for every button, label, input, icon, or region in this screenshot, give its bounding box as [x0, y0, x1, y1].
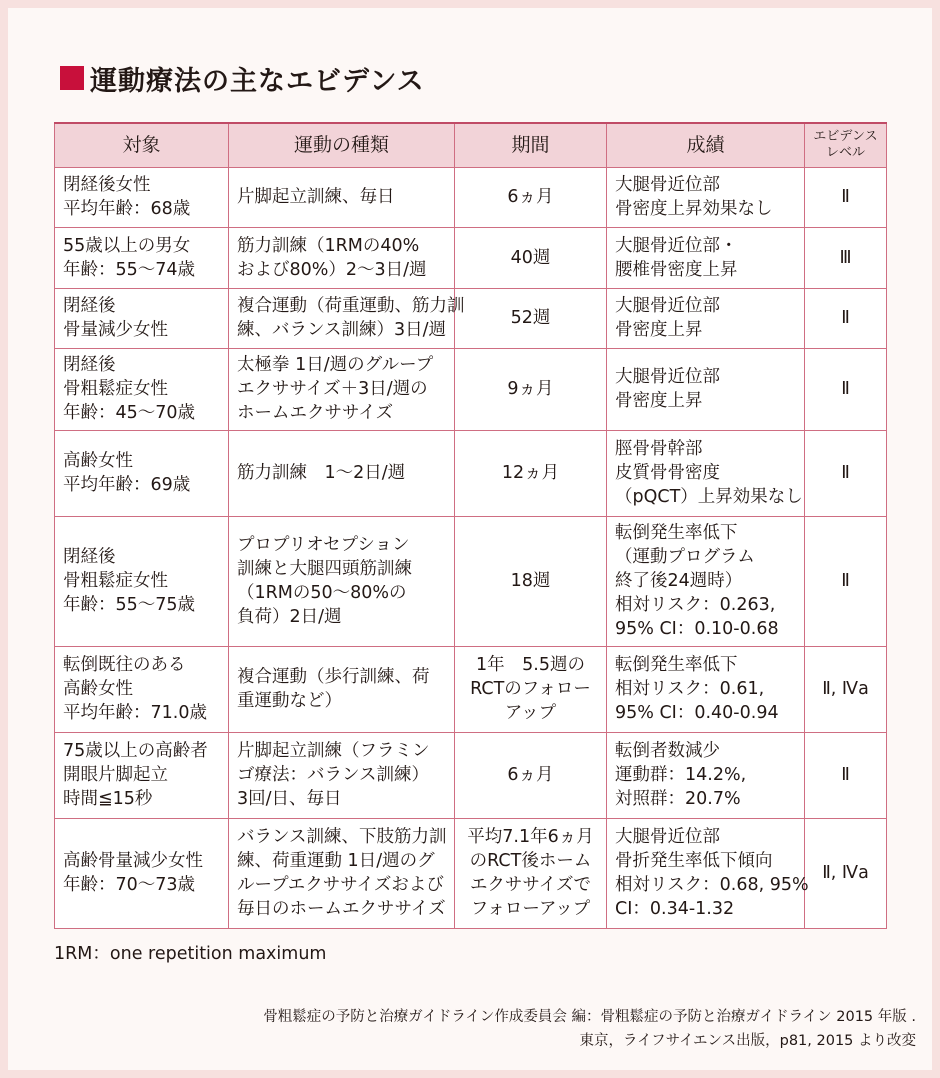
- cell-result-line: 皮質骨骨密度: [615, 463, 720, 483]
- cell-result-line: 骨折発生率低下傾向: [615, 851, 773, 871]
- cell-exercise-line: （1RMの50〜80%の: [237, 583, 407, 603]
- cell-subject-line: 75歳以上の高齢者: [63, 741, 208, 761]
- cell-subject: [55, 646, 229, 732]
- cell-exercise-line: 訓練と大腿四頭筋訓練: [237, 559, 412, 579]
- cell-period: [455, 516, 607, 646]
- cell-result: [607, 646, 805, 732]
- cell-period-line: 12ヵ月: [501, 463, 560, 483]
- cell-evidence-level: Ⅲ: [805, 227, 887, 288]
- cell-evidence-level: Ⅱ, Ⅳa: [805, 818, 887, 928]
- cell-period: [455, 348, 607, 430]
- cell-result-line: 対照群：20.7%: [615, 789, 741, 809]
- cell-result: [607, 348, 805, 430]
- cell-period-line: 52週: [510, 308, 551, 328]
- table-row: [55, 430, 887, 516]
- cell-exercise-line: および80%）2〜3日/週: [237, 259, 427, 280]
- table-row: [55, 167, 887, 227]
- cell-result-line: 大腿骨近位部・: [615, 235, 738, 256]
- cell-subject: [55, 430, 229, 516]
- table-row: [55, 288, 887, 348]
- cell-subject-line: 年齢：70〜73歳: [63, 875, 196, 895]
- cell-result-line: 相対リスク：0.61,: [615, 679, 765, 699]
- cell-result-line: 大腿骨近位部: [615, 827, 720, 847]
- cell-period-line: RCTのフォロー: [470, 679, 591, 699]
- cell-evidence-level: Ⅱ: [805, 430, 887, 516]
- table-header-row: [55, 123, 887, 167]
- table-body: [55, 167, 887, 928]
- title-square-icon: [60, 66, 84, 90]
- cell-exercise-line: エクササイズ＋3日/週の: [237, 379, 428, 399]
- cell-result-line: 運動群：14.2%,: [615, 765, 747, 785]
- cell-period: [455, 646, 607, 732]
- cell-result-line: 大腿骨近位部: [615, 175, 720, 195]
- cell-subject: [55, 732, 229, 818]
- cell-result: [607, 732, 805, 818]
- cell-period: [455, 732, 607, 818]
- cell-exercise-line: 複合運動（歩行訓練、荷: [237, 667, 430, 687]
- source-line-1: 骨粗鬆症の予防と治療ガイドライン作成委員会 編：骨粗鬆症の予防と治療ガイドライン 2015 年版 .: [263, 1009, 916, 1025]
- cell-period-line: 9ヵ月: [507, 379, 554, 399]
- cell-exercise-line: 筋力訓練（1RMの40%: [237, 235, 420, 256]
- table-row: [55, 646, 887, 732]
- cell-exercise: [229, 818, 455, 928]
- cell-exercise-line: 複合運動（荷重運動、筋力訓: [237, 296, 465, 316]
- table-row: [55, 348, 887, 430]
- cell-period-line: 40週: [510, 247, 551, 268]
- cell-subject-line: 時間≦15秒: [63, 789, 153, 809]
- cell-result: [607, 430, 805, 516]
- cell-subject-line: 年齢：45〜70歳: [63, 403, 196, 423]
- cell-period-line: 1年 5.5週の: [476, 655, 585, 675]
- cell-evidence-level: Ⅱ: [805, 288, 887, 348]
- cell-exercise-line: 練、荷重運動 1日/週のグ: [237, 851, 435, 871]
- cell-period: [455, 167, 607, 227]
- cell-exercise-line: 練、バランス訓練）3日/週: [237, 320, 447, 340]
- cell-evidence-level: Ⅱ: [805, 516, 887, 646]
- table-row: [55, 516, 887, 646]
- cell-exercise-line: バランス訓練、下肢筋力訓: [237, 827, 447, 847]
- cell-subject-line: 骨粗鬆症女性: [63, 571, 168, 591]
- table-row: [55, 732, 887, 818]
- cell-evidence-level: Ⅱ: [805, 167, 887, 227]
- cell-subject-line: 高齢女性: [63, 679, 133, 699]
- cell-result: [607, 227, 805, 288]
- cell-result-line: （pQCT）上昇効果なし: [615, 487, 803, 507]
- cell-exercise: [229, 516, 455, 646]
- cell-evidence-level: Ⅱ: [805, 732, 887, 818]
- cell-exercise: [229, 430, 455, 516]
- header-level-line-1: エビデンス: [813, 129, 878, 145]
- cell-result: [607, 167, 805, 227]
- cell-period: [455, 288, 607, 348]
- cell-result-line: 骨密度上昇効果なし: [615, 199, 773, 219]
- cell-subject-line: 開眼片脚起立: [63, 765, 168, 785]
- cell-subject-line: 平均年齢：71.0歳: [63, 703, 207, 723]
- footnote: 1RM：one repetition maximum: [54, 944, 327, 964]
- cell-result-line: 腰椎骨密度上昇: [615, 259, 738, 280]
- cell-exercise-line: 3回/日、毎日: [237, 789, 342, 809]
- cell-period-line: エクササイズで: [469, 875, 592, 895]
- cell-period-line: 18週: [510, 571, 551, 591]
- cell-subject: [55, 818, 229, 928]
- cell-result: [607, 288, 805, 348]
- cell-subject-line: 閉経後: [63, 355, 116, 375]
- cell-exercise: [229, 732, 455, 818]
- cell-subject-line: 閉経後女性: [63, 175, 151, 195]
- cell-subject-line: 骨量減少女性: [63, 320, 168, 340]
- header-period: 期間: [455, 123, 607, 167]
- cell-subject: [55, 288, 229, 348]
- cell-period-line: 6ヵ月: [507, 765, 554, 785]
- cell-result-line: CI：0.34-1.32: [615, 899, 735, 919]
- cell-result: [607, 818, 809, 928]
- cell-subject: [55, 516, 229, 646]
- page-title: [60, 60, 425, 96]
- cell-period: [455, 818, 607, 928]
- cell-result-line: 脛骨骨幹部: [615, 439, 703, 459]
- cell-result-line: 終了後24週時）: [615, 571, 743, 591]
- cell-subject-line: 骨粗鬆症女性: [63, 379, 168, 399]
- cell-exercise-line: 重運動など）: [237, 691, 342, 711]
- cell-result-line: 骨密度上昇: [615, 320, 703, 340]
- cell-exercise-line: 太極拳 1日/週のグループ: [237, 355, 434, 375]
- header-evidence-level: [805, 123, 887, 167]
- cell-exercise: [229, 167, 455, 227]
- cell-subject: [55, 348, 229, 430]
- cell-exercise-line: 負荷）2日/週: [237, 607, 342, 627]
- cell-exercise: [229, 227, 455, 288]
- cell-period: [455, 227, 607, 288]
- cell-subject-line: 高齢骨量減少女性: [63, 851, 203, 871]
- cell-subject-line: 閉経後: [63, 547, 116, 567]
- cell-result: [607, 516, 805, 646]
- cell-period-line: アップ: [504, 703, 557, 723]
- table-row: [55, 227, 887, 288]
- cell-result-line: 大腿骨近位部: [615, 296, 720, 316]
- cell-evidence-level: Ⅱ: [805, 348, 887, 430]
- table-row: [55, 818, 887, 928]
- cell-period-line: 6ヵ月: [507, 187, 554, 207]
- cell-subject-line: 閉経後: [63, 296, 116, 316]
- cell-subject-line: 平均年齢：69歳: [63, 475, 191, 495]
- cell-result-line: 転倒発生率低下: [615, 655, 738, 675]
- cell-subject-line: 年齢：55〜74歳: [63, 259, 196, 280]
- header-level-line-2: レベル: [825, 145, 865, 161]
- cell-exercise-line: 片脚起立訓練、毎日: [237, 187, 395, 207]
- cell-subject-line: 年齢：55〜75歳: [63, 595, 196, 615]
- cell-subject: [55, 167, 229, 227]
- cell-result-line: （運動プログラム: [615, 547, 755, 567]
- cell-subject: [55, 227, 229, 288]
- cell-result-line: 相対リスク：0.263,: [615, 595, 776, 615]
- cell-subject-line: 平均年齢：68歳: [63, 199, 191, 219]
- cell-exercise-line: プロプリオセプション: [237, 535, 410, 555]
- cell-period-line: のRCT後ホーム: [469, 851, 592, 871]
- cell-result-line: 95% CI：0.10-0.68: [615, 619, 779, 639]
- cell-result-line: 骨密度上昇: [615, 391, 703, 411]
- cell-subject-line: 高齢女性: [63, 451, 133, 471]
- cell-evidence-level: Ⅱ, Ⅳa: [805, 646, 887, 732]
- source-citation: [263, 1005, 916, 1053]
- cell-exercise-line: ループエクササイズおよび: [237, 875, 444, 895]
- header-exercise: 運動の種類: [229, 123, 455, 167]
- cell-exercise: [229, 646, 455, 732]
- cell-result-line: 転倒者数減少: [615, 741, 720, 761]
- cell-result-line: 転倒発生率低下: [615, 523, 738, 543]
- cell-subject-line: 転倒既往のある: [63, 655, 186, 675]
- cell-exercise-line: ホームエクササイズ: [237, 403, 394, 423]
- cell-exercise-line: 片脚起立訓練（フラミン: [237, 741, 430, 761]
- title-text: 運動療法の主なエビデンス: [90, 65, 425, 97]
- cell-exercise-line: ゴ療法：バランス訓練）: [237, 765, 429, 785]
- cell-result-line: 大腿骨近位部: [615, 367, 720, 387]
- cell-period: [455, 430, 607, 516]
- cell-period-line: フォローアップ: [470, 899, 591, 919]
- cell-period-line: 平均7.1年6ヵ月: [467, 827, 594, 847]
- cell-subject-line: 55歳以上の男女: [63, 235, 191, 256]
- source-line-2: 東京，ライフサイエンス出版，p81, 2015 より改変: [579, 1033, 916, 1049]
- header-subject: 対象: [55, 123, 229, 167]
- cell-exercise: [229, 348, 455, 430]
- cell-exercise: [229, 288, 465, 348]
- cell-result-line: 95% CI：0.40-0.94: [615, 703, 779, 723]
- header-result: 成績: [607, 123, 805, 167]
- cell-exercise-line: 毎日のホームエクササイズ: [237, 899, 446, 919]
- cell-exercise-line: 筋力訓練 1〜2日/週: [237, 463, 406, 483]
- evidence-table: [54, 122, 887, 929]
- cell-result-line: 相対リスク：0.68, 95%: [615, 875, 809, 895]
